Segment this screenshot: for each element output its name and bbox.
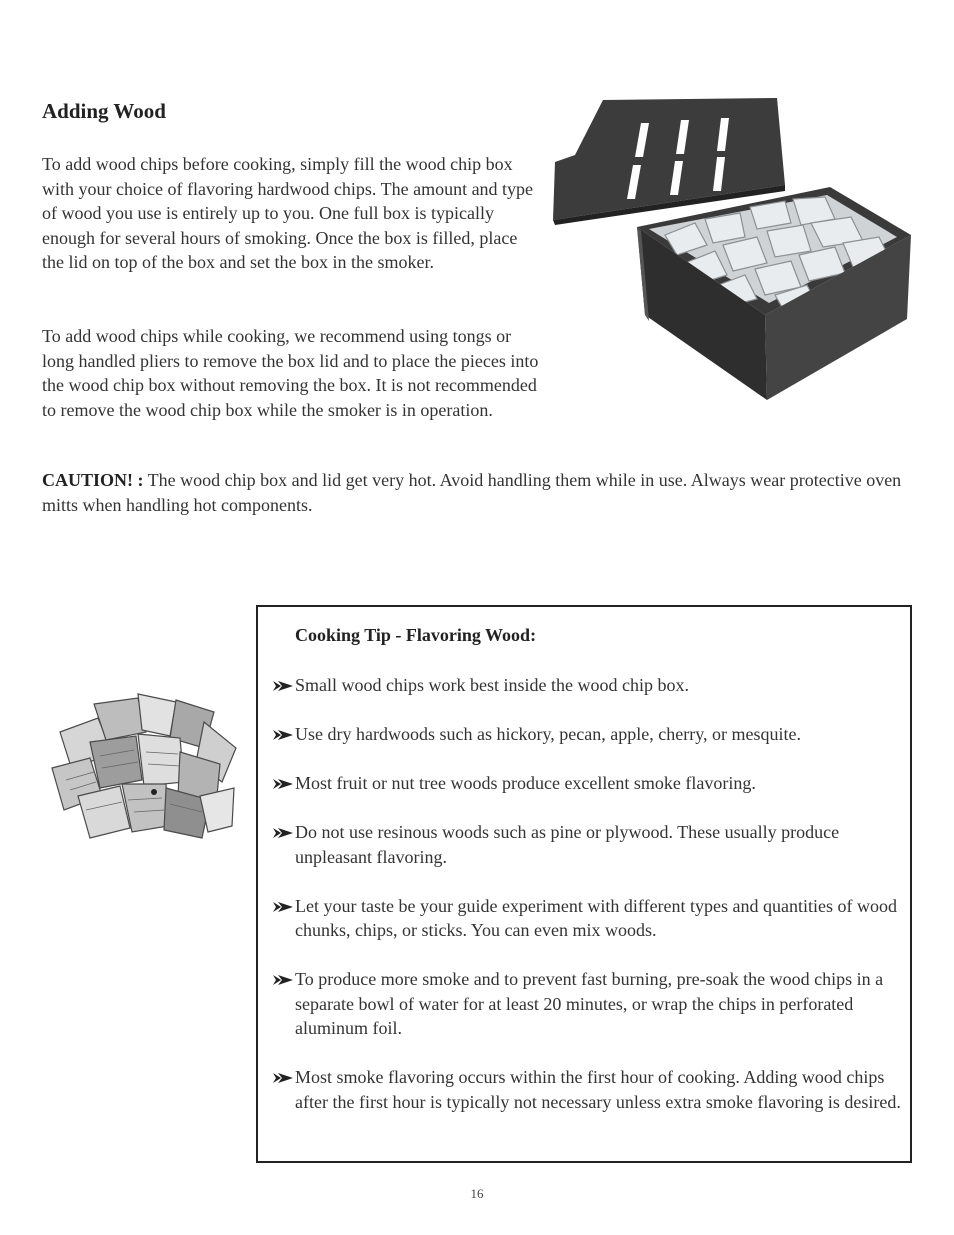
arrow-bullet-icon <box>272 1071 294 1085</box>
section-heading: Adding Wood <box>42 99 166 123</box>
tip-text: To produce more smoke and to prevent fast burning, pre-soak the wood chips in a separate bowl of water for at least 20 minutes, or wrap the chips in perforated aluminum foil. <box>295 969 884 1038</box>
list-item <box>272 820 908 869</box>
tip-text: Most smoke flavoring occurs within the first hour of cooking. Adding wood chips after the first hour is typically not necessary unless extra smoke flavoring is desired. <box>295 1067 901 1112</box>
caution-note <box>42 468 922 517</box>
wood-chip-box-illustration <box>545 95 913 403</box>
list-item <box>272 1065 908 1114</box>
list-item <box>272 771 908 796</box>
tip-text: Let your taste be your guide experiment with different types and quantities of wood chunks, chips, or sticks. You can even mix woods. <box>295 895 898 940</box>
paragraph-before-cooking: To add wood chips before cooking, simply fill the wood chip box with your choice of flavoring hardwood chips. The amount and type of wood you use is entirely up to you. One full box is typically enough for several hours of smoking. Once the box is filled, place the lid on top of the box and set the box in the smoker. <box>42 154 534 272</box>
list-item <box>272 894 908 943</box>
arrow-bullet-icon <box>272 777 294 791</box>
tip-text: Small wood chips work best inside the wood chip box. <box>295 675 689 695</box>
page-number: 16 <box>470 1186 484 1201</box>
list-item <box>272 673 908 698</box>
wood-chips-pile-illustration <box>50 692 238 842</box>
arrow-bullet-icon <box>272 900 294 914</box>
arrow-bullet-icon <box>272 826 294 840</box>
list-item <box>272 967 908 1041</box>
arrow-bullet-icon <box>272 973 294 987</box>
list-item <box>272 722 908 747</box>
tip-text: Most fruit or nut tree woods produce excellent smoke flavoring. <box>295 773 756 793</box>
arrow-bullet-icon <box>272 679 294 693</box>
tip-title: Cooking Tip - Flavoring Wood: <box>295 625 537 645</box>
tip-list <box>272 673 908 1139</box>
tip-text: Do not use resinous woods such as pine or plywood. These usually produce unpleasant flavoring. <box>295 822 840 867</box>
tip-text: Use dry hardwoods such as hickory, pecan, apple, cherry, or mesquite. <box>295 724 802 744</box>
cooking-tip-box <box>256 605 912 1163</box>
paragraph-while-cooking: To add wood chips while cooking, we recommend using tongs or long handled pliers to remove the box lid and to place the pieces into the wood chip box without removing the box. It is not recommended to remove the wood chip box while the smoker is in operation. <box>42 326 539 420</box>
caution-text: The wood chip box and lid get very hot. Avoid handling them while in use. Always wear protective oven mitts when handling hot components. <box>42 470 902 515</box>
caution-label: CAUTION! : <box>42 470 144 490</box>
arrow-bullet-icon <box>272 728 294 742</box>
